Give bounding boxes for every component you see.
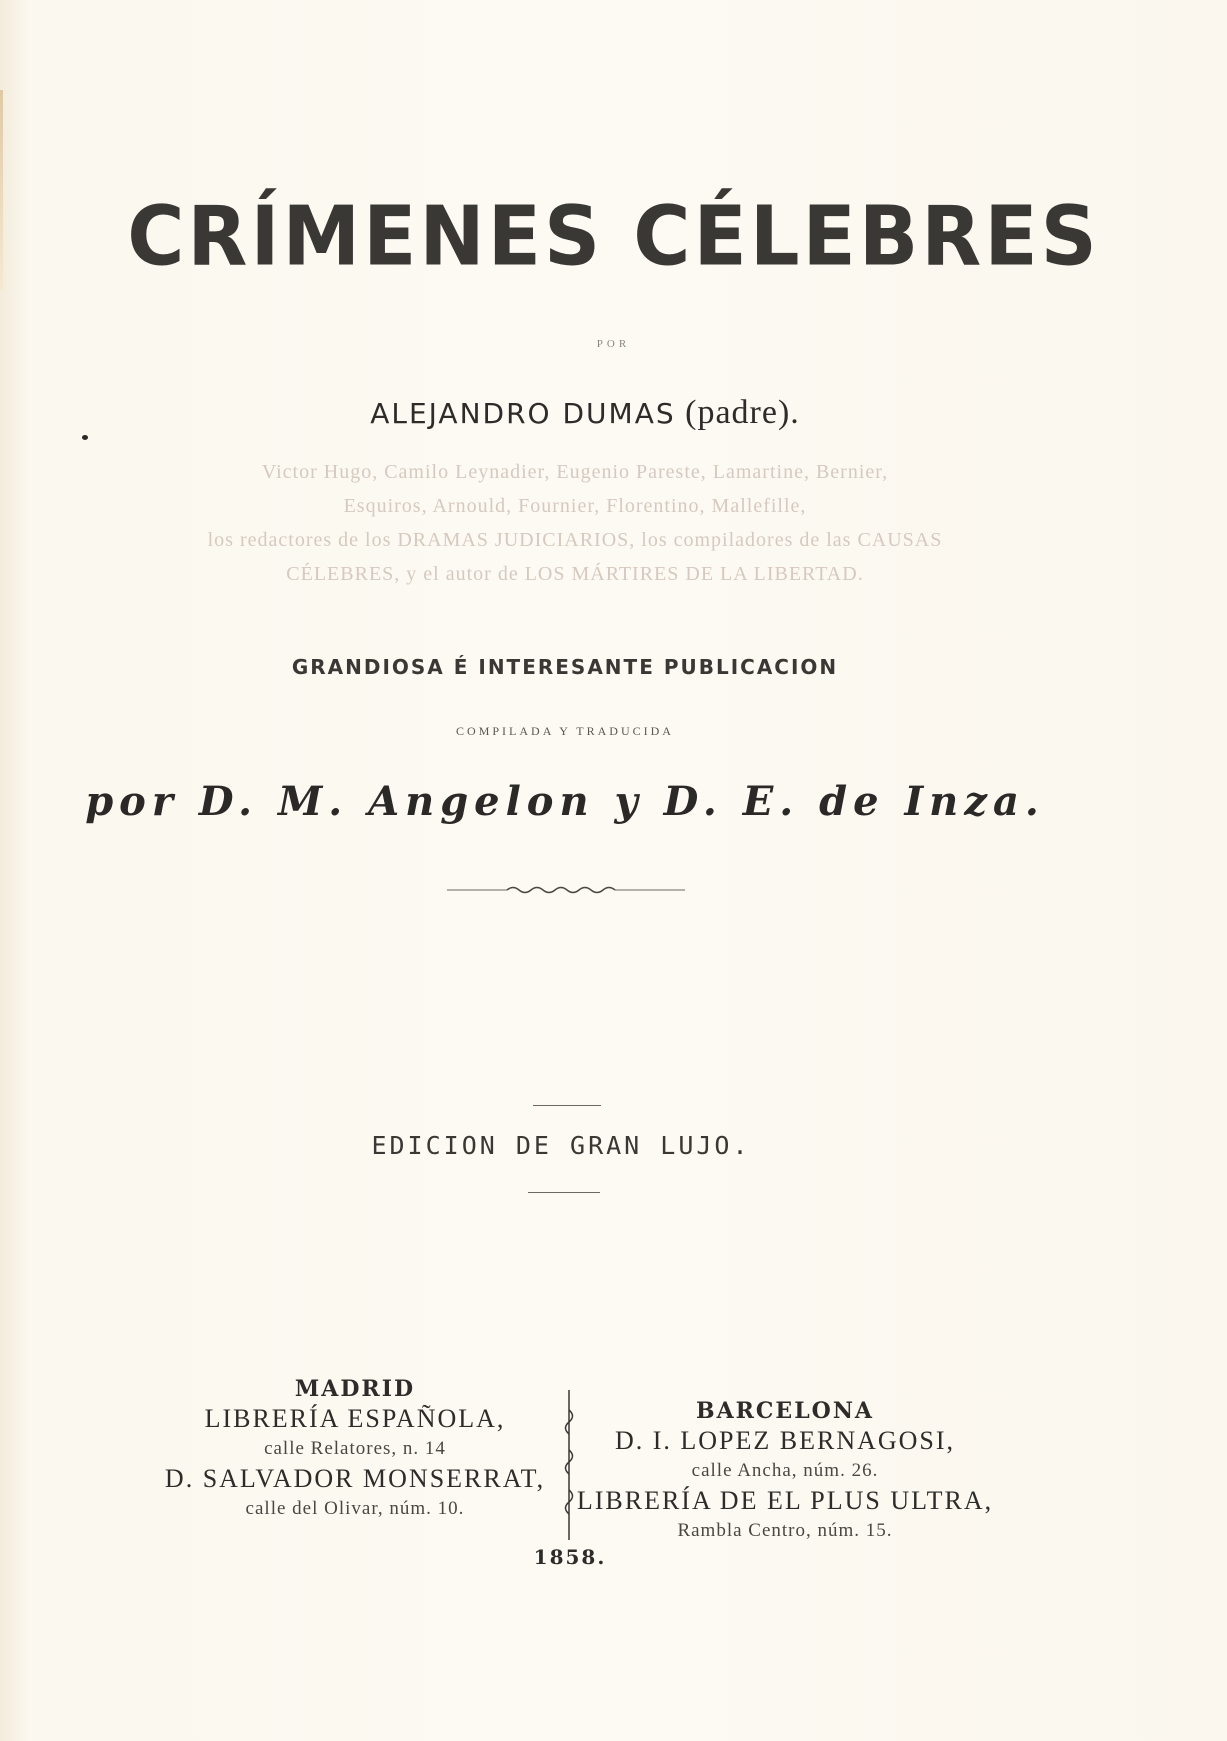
faded-credits xyxy=(150,455,1000,591)
publication-year: 1858. xyxy=(533,1545,607,1569)
edition-label: EDICION DE GRAN LUJO. xyxy=(371,1131,751,1160)
faded-credit-line: los redactores de los DRAMAS JUDICIARIOS, los compiladores de las CAUSAS xyxy=(207,529,943,551)
shop-plus-ultra: LIBRERÍA DE EL PLUS ULTRA, xyxy=(576,1486,994,1515)
faded-credit-line: CÉLEBRES, y el autor de LOS MÁRTIRES DE LA LIBERTAD. xyxy=(286,563,864,585)
city-barcelona: BARCELONA xyxy=(695,1398,875,1424)
address-rambla: Rambla Centro, núm. 15. xyxy=(677,1520,893,1541)
por-label: POR xyxy=(596,338,631,350)
address-ancha: calle Ancha, núm. 26. xyxy=(691,1460,879,1481)
author-line xyxy=(0,394,1170,432)
book-title: CRÍMENES CÉLEBRES xyxy=(127,189,1100,285)
address-olivar: calle del Olivar, núm. 10. xyxy=(245,1498,465,1519)
compilada-label: COMPILADA Y TRADUCIDA xyxy=(456,724,674,738)
shop-salvador-monserrat: D. SALVADOR MONSERRAT, xyxy=(164,1464,546,1493)
shop-lopez-bernagosi: D. I. LOPEZ BERNAGOSI, xyxy=(614,1426,956,1455)
faded-credit-line: Victor Hugo, Camilo Leynadier, Eugenio Pareste, Lamartine, Bernier, xyxy=(261,461,889,483)
faded-credit-line: Esquiros, Arnould, Fournier, Florentino, Mallefille, xyxy=(343,495,807,517)
address-relatores: calle Relatores, n. 14 xyxy=(264,1438,446,1459)
ornament-rule xyxy=(447,884,685,896)
shop-libreria-espanola: LIBRERÍA ESPAÑOLA, xyxy=(204,1404,506,1433)
translators-line: por D. M. Angelon y D. E. de Inza. xyxy=(85,778,1045,825)
publisher-madrid xyxy=(160,1374,550,1524)
rule-bottom xyxy=(528,1192,600,1193)
publication-subtitle: GRANDIOSA É INTERESANTE PUBLICACION xyxy=(291,655,839,679)
rule-top xyxy=(533,1105,601,1106)
author-suffix: (padre). xyxy=(685,394,800,431)
author-name: ALEJANDRO DUMAS xyxy=(370,397,676,430)
city-madrid: MADRID xyxy=(294,1376,416,1402)
publisher-barcelona xyxy=(575,1396,995,1546)
ink-speck xyxy=(82,435,88,440)
